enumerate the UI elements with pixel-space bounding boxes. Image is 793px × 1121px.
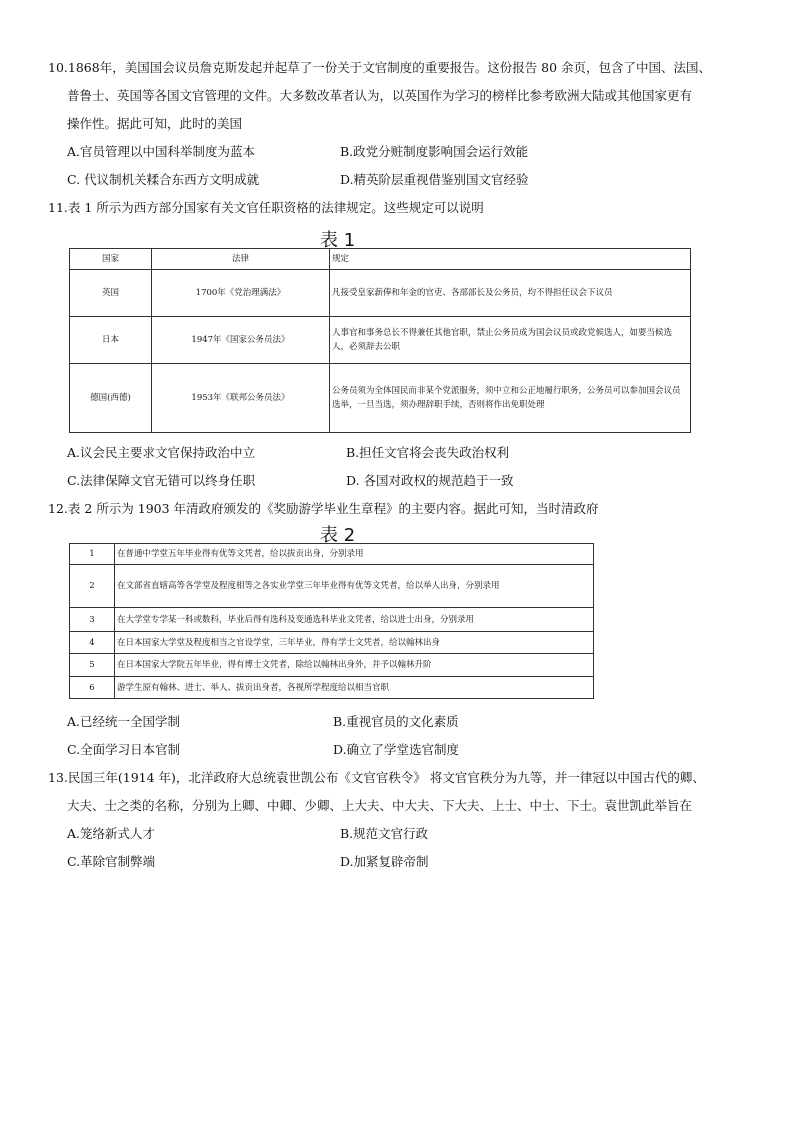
question-13-option-b[interactable]: B.规范文官行政	[340, 826, 429, 841]
table-row	[70, 317, 691, 364]
table-2-caption: 表 2	[320, 525, 356, 546]
table-2-no: 3	[70, 608, 115, 632]
table-1-country: 德国(西德)	[70, 364, 152, 433]
question-13-stem-line-2: 大夫、士之类的名称，分别为上卿、中卿、少卿、上大夫、中大夫、下大夫、上士、中士、下士。袁世凯此举旨在	[67, 798, 693, 813]
question-10-option-a[interactable]: A.官员管理以中国科举制度为蓝本	[67, 144, 256, 159]
question-13-option-c[interactable]: C.革除官制弊端	[67, 854, 156, 869]
table-1-caption: 表 1	[320, 230, 356, 251]
question-11-stem: 11.表 1 所示为西方部分国家有关文官任职资格的法律规定。这些规定可以说明	[48, 200, 484, 215]
question-11-options	[48, 439, 748, 523]
table-2-text: 在日本国家大学院五年毕业，得有博士文凭者，除给以翰林出身外，并予以翰林升阶	[115, 654, 594, 677]
table-1-header-law: 法律	[152, 249, 330, 270]
table-2-text: 在日本国家大学堂及程度相当之官设学堂，三年毕业，得有学士文凭者，给以翰林出身	[115, 632, 594, 654]
table-row	[70, 654, 594, 677]
table-2-no: 5	[70, 654, 115, 677]
question-11-option-b[interactable]: B.担任文官将会丧失政治权利	[346, 445, 510, 460]
table-row	[70, 270, 691, 317]
table-1-country: 英国	[70, 270, 152, 317]
question-12-option-c[interactable]: C.全面学习日本官制	[67, 742, 181, 757]
question-11-option-c[interactable]: C.法律保障文官无错可以终身任职	[67, 473, 256, 488]
question-10-stem-line-2: 普鲁士、英国等各国文官管理的文件。大多数改革者认为，以英国作为学习的榜样比参考欧洲大陆或其他国家更有	[67, 88, 693, 103]
table-1-header-row	[70, 249, 691, 270]
table-1-law: 1947年《国家公务员法》	[152, 317, 330, 364]
question-13-stem-line-1: 13.民国三年(1914 年)，北洋政府大总统袁世凯公布《文官官秩令》 将文官官秩分为九等，并一律冠以中国古代的卿、	[48, 770, 705, 785]
question-13-option-d[interactable]: D.加紧复辟帝制	[340, 854, 429, 869]
question-10-stem-line-3: 操作性。据此可知，此时的美国	[67, 116, 243, 131]
question-10-stem-line-1: 10.1868年，美国国会议员詹克斯发起并起草了一份关于文官制度的重要报告。这份报告 80 余页，包含了中国、法国、	[48, 60, 712, 75]
question-12-stem: 12.表 2 所示为 1903 年清政府颁发的《奖励游学毕业生章程》的主要内容。据此可知，当时清政府	[48, 501, 599, 516]
question-10-option-c[interactable]: C. 代议制机关糅合东西方文明成就	[67, 172, 260, 187]
table-row	[70, 364, 691, 433]
table-1-header-rule: 规定	[330, 249, 691, 270]
table-2-text: 在普通中学堂五年毕业得有优等文凭者，给以拔贡出身，分别录用	[115, 544, 594, 565]
question-11-option-d[interactable]: D. 各国对政权的规范趋于一致	[346, 473, 514, 488]
table-row	[70, 565, 594, 608]
table-1-law: 1700年《党治理满法》	[152, 270, 330, 317]
table-2-no: 4	[70, 632, 115, 654]
question-11-option-a[interactable]: A.议会民主要求文官保持政治中立	[67, 445, 256, 460]
question-12-options	[48, 708, 748, 876]
table-1-law: 1953年《联邦公务员法》	[152, 364, 330, 433]
table-row	[70, 632, 594, 654]
question-12-option-a[interactable]: A.已经统一全国学制	[67, 714, 181, 729]
table-2-no: 1	[70, 544, 115, 565]
table-1-header-country: 国家	[70, 249, 152, 270]
table-2-text: 在大学堂专学某一科或数科，毕业后得有选科及变通选科毕业文凭者，给以进士出身，分别录用	[115, 608, 594, 632]
question-10-option-b[interactable]: B.政党分赃制度影响国会运行效能	[340, 144, 529, 159]
question-10-option-d[interactable]: D.精英阶层重视借鉴别国文官经验	[340, 172, 529, 187]
table-2-no: 6	[70, 677, 115, 699]
table-row	[70, 677, 594, 699]
table-2-text: 在文部省直辖高等各学堂及程度相等之各实业学堂三年毕业得有优等文凭者，给以举人出身，分别录用	[115, 565, 594, 608]
table-2	[69, 543, 594, 699]
table-2-no: 2	[70, 565, 115, 608]
table-row	[70, 608, 594, 632]
table-row	[70, 544, 594, 565]
table-1-rule: 公务员须为全体国民而非某个党派服务，须中立和公正地履行职务，公务员可以参加国会议员选举，一旦当选，须办理辞职手续，否则将作出免职处理	[330, 364, 691, 433]
question-10	[48, 54, 748, 222]
question-12-option-d[interactable]: D.确立了学堂选官制度	[333, 742, 460, 757]
question-13-option-a[interactable]: A.笼络新式人才	[67, 826, 156, 841]
table-1-country: 日本	[70, 317, 152, 364]
table-1	[69, 248, 691, 433]
question-12-option-b[interactable]: B.重视官员的文化素质	[333, 714, 459, 729]
table-1-rule: 凡接受皇家薪俸和年金的官吏、各部部长及公务员，均不得担任议会下议员	[330, 270, 691, 317]
table-1-rule: 人事官和事务总长不得兼任其他官职，禁止公务员成为国会议员或政党候选人，如要当候选人，必须辞去公职	[330, 317, 691, 364]
table-2-text: 游学生原有翰林、进士、举人、拔贡出身者，各视所学程度给以相当官职	[115, 677, 594, 699]
